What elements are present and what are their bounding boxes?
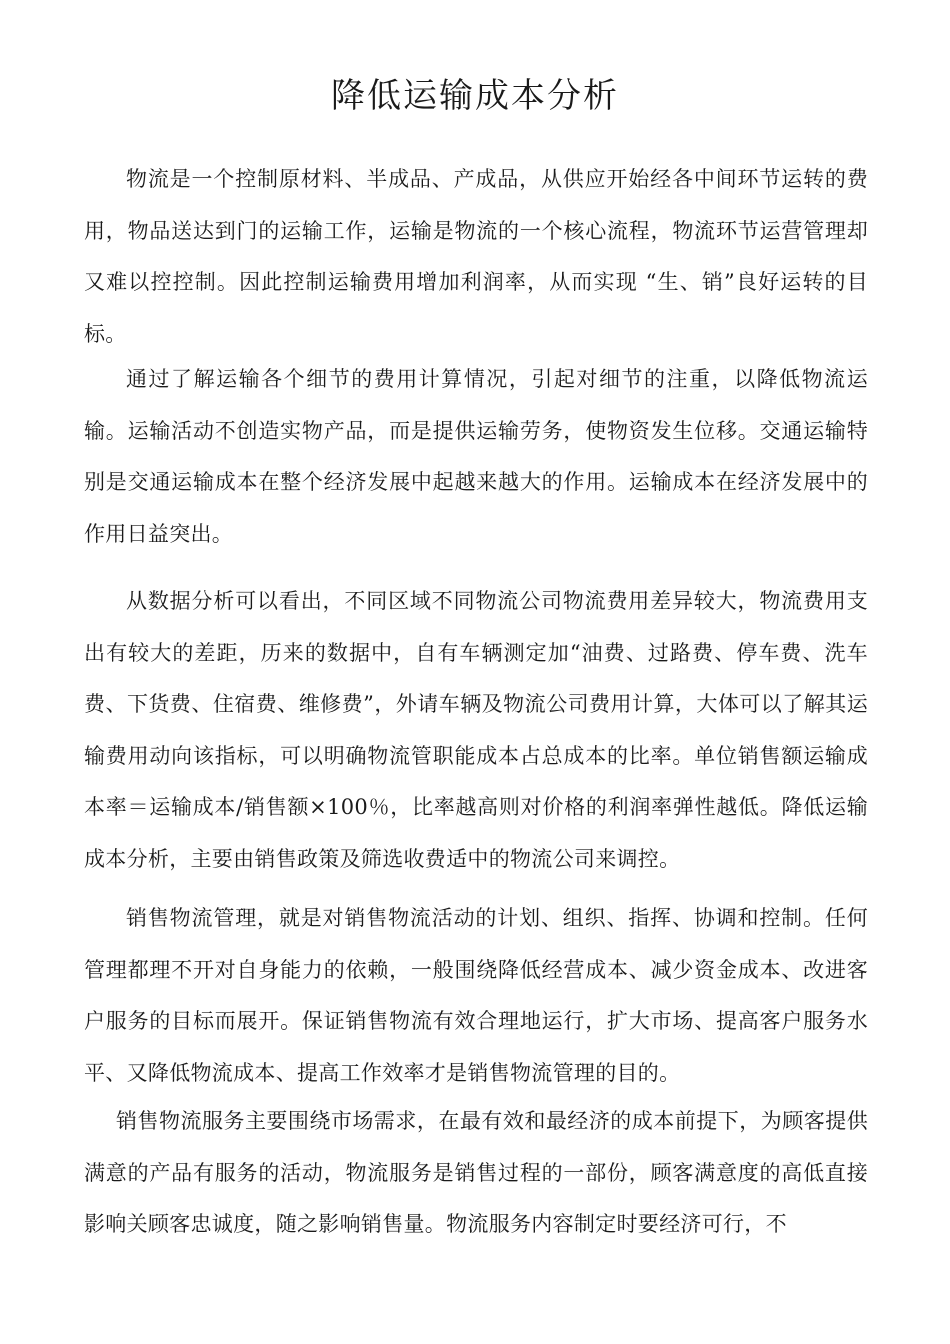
paragraph-sales-logistics-service: 销售物流服务主要围绕市场需求，在最有效和最经济的成本前提下，为顾客提供满意的产品有服务的活动，物流服务是销售过程的一部份，顾客满意度的高低直接影响关顾客忠诚度，随之影响销售量。物流服务内容制定时要经济可行，不: [84, 1109, 868, 1236]
paragraph-data-analysis: 从数据分析可以看出，不同区域不同物流公司物流费用差异较大，物流费用支出有较大的差距，历来的数据中，自有车辆测定加“油费、过路费、停车费、洗车费、下货费、住宿费、维修费”，外请车辆及物流公司费用计算，大体可以了解其运输费用动向该指标，可以明确物流管职能成本占总成本的比率。单位销售额运输成本率＝运输成本/销售额×100％，比率越高则对价格的利润率弹性越低。降低运输成本分析，主要由销售政策及筛选收费适中的物流公司来调控。: [84, 589, 868, 871]
page-title: 降低运输成本分析: [331, 76, 619, 116]
paragraph-transport-details: 通过了解运输各个细节的费用计算情况，引起对细节的注重，以降低物流运输。运输活动不创造实物产品，而是提供运输劳务，使物资发生位移。交通运输特别是交通运输成本在整个经济发展中起越来越大的作用。运输成本在经济发展中的作用日益突出。: [84, 367, 868, 546]
paragraph-logistics-intro: 物流是一个控制原材料、半成品、产成品，从供应开始经各中间环节运转的费用，物品送达到门的运输工作，运输是物流的一个核心流程，物流环节运营管理却又难以控控制。因此控制运输费用增加利润率，从而实现 “生、销”良好运转的目标。: [84, 167, 868, 346]
paragraph-sales-logistics-management: 销售物流管理，就是对销售物流活动的计划、组织、指挥、协调和控制。任何管理都理不开对自身能力的依赖，一般围绕降低经营成本、减少资金成本、改进客户服务的目标而展开。保证销售物流有效合理地运行，扩大市场、提高客户服务水平、又降低物流成本、提高工作效率才是销售物流管理的目的。: [84, 906, 868, 1085]
